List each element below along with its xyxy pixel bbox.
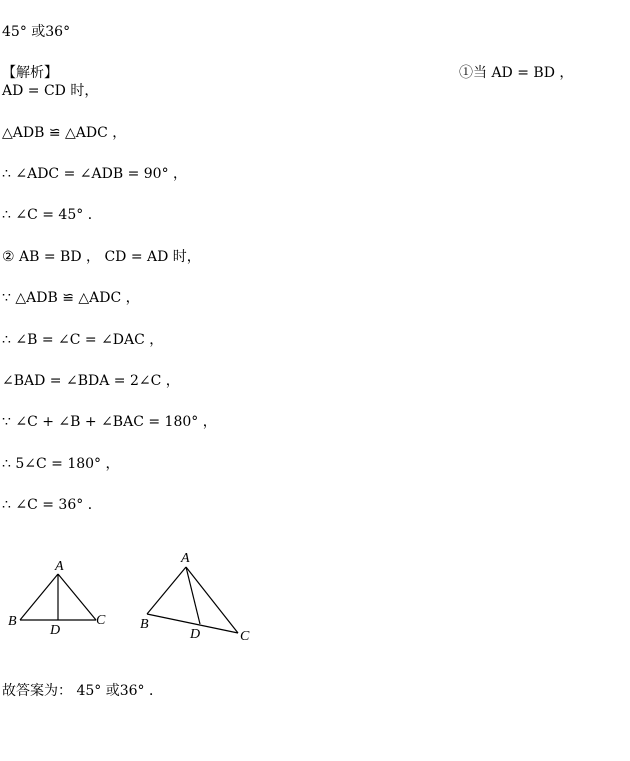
analysis-heading: 【解析】 [2,65,58,81]
step-line: ∵ ∠C + ∠B + ∠BAC = 180° ， [2,414,217,430]
label-c-2: C [240,629,250,644]
label-b-1: B [8,614,17,629]
step-line: ∴ ∠B = ∠C = ∠DAC ， [2,332,164,348]
label-a-2: A [181,551,190,566]
answer-line: 45° 或36° [2,24,71,40]
step-line: ∴ ∠C = 45° ． [2,207,102,223]
figure-2 [140,551,250,644]
case1-intro: ①当 AD = BD ， [459,65,574,81]
step-line: ∴ ∠C = 36° ． [2,497,102,513]
final-answer: 故答案为： 45° 或36° ． [2,683,163,699]
step-line: ∠BAD = ∠BDA = 2∠C ， [2,373,180,389]
segment-ab-1 [20,574,58,620]
segment-ac-1 [58,574,96,620]
label-c-1: C [96,613,106,628]
step-line: AD = CD 时， [2,83,99,99]
step-line: △ADB ≌ △ADC ， [2,125,127,141]
label-b-2: B [140,617,149,632]
step-line: ② AB = BD ， CD = AD 时， [2,249,201,265]
step-line: ∴ ∠ADC = ∠ADB = 90° ， [2,166,188,182]
step-line: ∵ △ADB ≌ △ADC ， [2,290,140,306]
step-line: ∴ 5∠C = 180° ， [2,456,120,472]
segment-ab-2 [147,567,186,614]
triangle-figures [0,540,300,660]
label-d-2: D [190,627,201,642]
label-d-1: D [50,623,61,638]
figure-1 [8,559,106,638]
label-a-1: A [55,559,64,574]
